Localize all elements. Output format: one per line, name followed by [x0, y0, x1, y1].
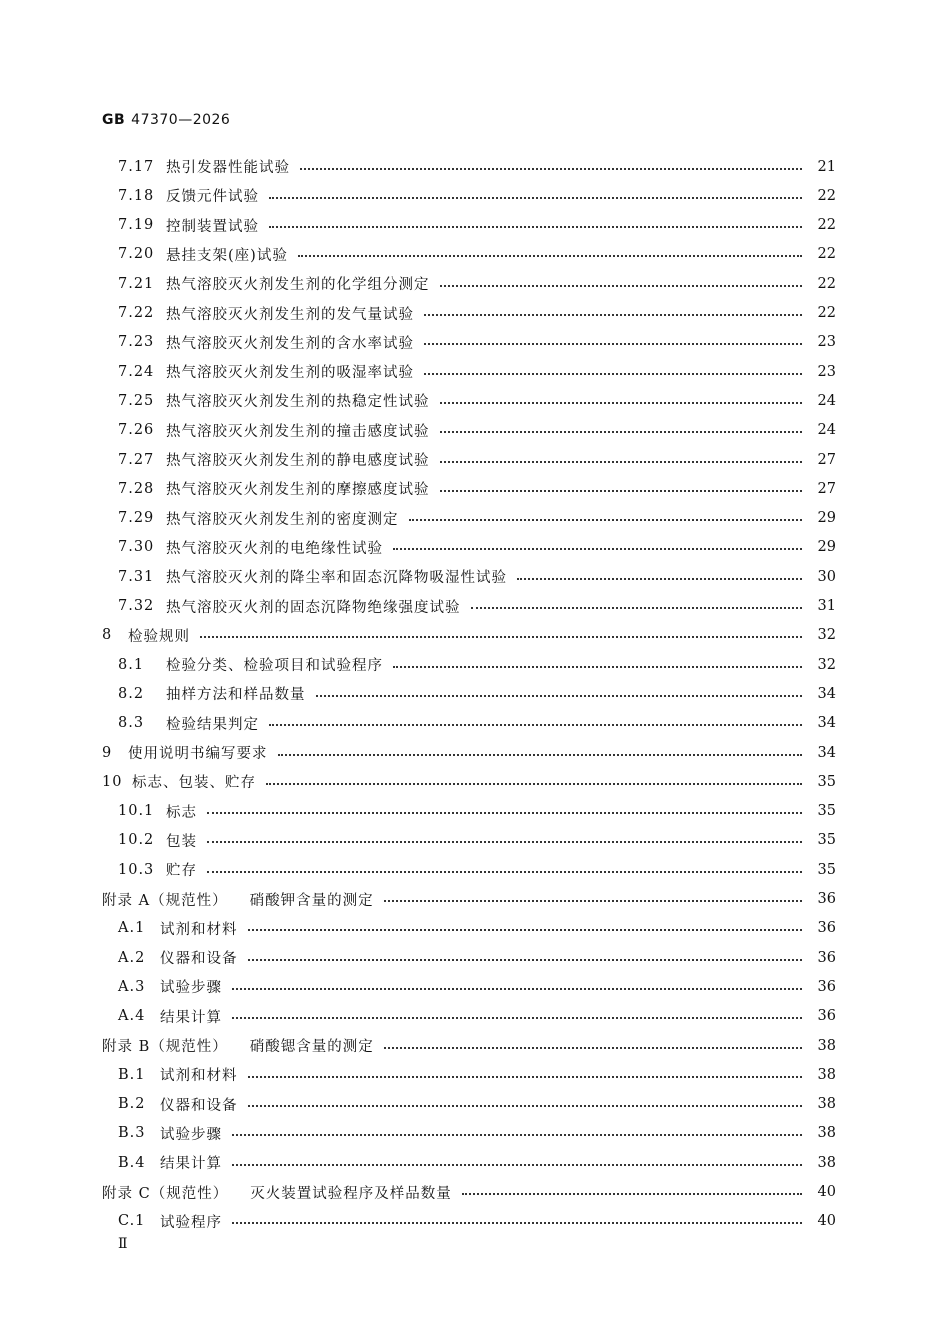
- dot-leader: [248, 959, 803, 961]
- toc-entry-number: 附录 C（规范性）: [102, 1185, 229, 1202]
- toc-entry-number: 7.32: [118, 598, 155, 614]
- toc-entry-title: 检验规则: [128, 628, 190, 645]
- toc-entry-page: 30: [817, 568, 836, 585]
- toc-entry[interactable]: [118, 416, 836, 445]
- toc-entry-title: 试验程序: [160, 1214, 222, 1231]
- toc-entry-page: 27: [817, 451, 836, 468]
- toc-entry[interactable]: [118, 328, 836, 357]
- toc-entry-page: 22: [817, 217, 836, 234]
- dot-leader: [200, 636, 802, 638]
- toc-entry-page: 36: [817, 978, 836, 995]
- dot-leader: [393, 548, 802, 550]
- toc-entry-number: 7.22: [118, 305, 155, 321]
- toc-entry-number: 7.25: [118, 392, 155, 409]
- dot-leader: [384, 900, 802, 902]
- toc-entry-number: B.4: [118, 1154, 146, 1171]
- toc-entry-page: 32: [817, 656, 836, 673]
- toc-entry[interactable]: [118, 152, 836, 181]
- toc-entry[interactable]: [118, 1119, 836, 1148]
- toc-entry[interactable]: [118, 269, 836, 298]
- toc-entry-title: 热引发器性能试验: [166, 160, 290, 176]
- toc-entry-title: 抽样方法和样品数量: [166, 687, 306, 704]
- toc-entry[interactable]: [118, 972, 836, 1001]
- toc-entry-title: 仪器和设备: [160, 951, 238, 968]
- toc-entry-page: 32: [817, 627, 836, 644]
- toc-entry-number: 10.1: [118, 803, 155, 820]
- toc-entry-number: A.4: [118, 1008, 146, 1025]
- toc-entry-title: 热气溶胶灭火剂的固态沉降物绝缘强度试验: [166, 599, 461, 616]
- toc-entry-page: 38: [817, 1154, 836, 1171]
- toc-entry-title: 热气溶胶灭火剂发生剂的化学组分测定: [166, 277, 430, 294]
- dot-leader: [462, 1193, 802, 1195]
- toc-entry-number: 7.17: [118, 158, 155, 175]
- standard-code: [102, 112, 230, 128]
- toc-entry[interactable]: [118, 211, 836, 240]
- toc-entry-page: 40: [817, 1213, 836, 1230]
- dot-leader: [316, 695, 803, 697]
- toc-entry-page: 38: [817, 1125, 836, 1142]
- dot-leader: [517, 578, 802, 580]
- toc-entry-title: 硝酸锶含量的测定: [249, 1039, 374, 1055]
- toc-entry-page: 22: [817, 305, 836, 321]
- toc-entry-page: 35: [817, 861, 836, 878]
- toc-entry[interactable]: [102, 885, 836, 914]
- toc-entry-page: 36: [817, 891, 836, 907]
- toc-entry-title: 悬挂支架(座)试验: [166, 247, 288, 264]
- page-number: Ⅱ: [118, 1236, 128, 1252]
- dot-leader: [207, 812, 802, 814]
- dot-leader: [424, 343, 802, 345]
- toc-entry-number: 附录 A（规范性）: [102, 892, 228, 909]
- toc-entry-number: 8: [102, 627, 113, 644]
- toc-entry-page: 34: [817, 744, 836, 761]
- toc-entry-title: 包装: [166, 833, 197, 850]
- toc-entry-page: 23: [817, 363, 836, 380]
- toc-entry-page: 36: [817, 920, 836, 937]
- toc-entry[interactable]: [118, 914, 836, 943]
- toc-entry-title: 控制装置试验: [166, 218, 259, 235]
- toc-entry[interactable]: [118, 299, 836, 328]
- dot-leader: [207, 841, 802, 843]
- toc-entry-title: 热气溶胶灭火剂发生剂的吸湿率试验: [166, 365, 414, 382]
- toc-entry[interactable]: [118, 826, 836, 855]
- toc-entry[interactable]: [118, 1002, 836, 1031]
- toc-entry-page: 23: [817, 334, 836, 351]
- toc-entry-page: 35: [817, 803, 836, 820]
- toc-entry-title: 结果计算: [160, 1156, 222, 1173]
- dot-leader: [384, 1047, 802, 1049]
- toc-entry-page: 40: [817, 1184, 836, 1200]
- toc-entry-title: 试验步骤: [160, 980, 222, 997]
- dot-leader: [424, 373, 802, 375]
- dot-leader: [207, 871, 802, 873]
- toc-entry[interactable]: [102, 767, 836, 796]
- toc-entry-title: 热气溶胶灭火剂发生剂的发气量试验: [166, 306, 414, 323]
- toc-entry-number: C.1: [118, 1213, 146, 1230]
- toc-entry-number: 7.24: [118, 363, 155, 380]
- toc-entry[interactable]: [118, 709, 836, 738]
- toc-entry-number: 8.1: [118, 656, 145, 673]
- toc-entry-number: A.2: [118, 949, 146, 966]
- toc-entry-number: 7.20: [118, 246, 155, 263]
- toc-entry[interactable]: [118, 474, 836, 503]
- toc-entry-number: 10.3: [118, 861, 155, 878]
- toc-entry-number: B.2: [118, 1096, 146, 1113]
- toc-entry-page: 22: [817, 187, 836, 204]
- toc-entry-number: 7.26: [118, 422, 155, 439]
- toc-entry-page: 21: [817, 158, 836, 175]
- dot-leader: [440, 402, 803, 404]
- toc-entry-title: 试剂和材料: [160, 1068, 238, 1085]
- toc-entry-page: 27: [817, 480, 836, 497]
- toc-entry[interactable]: [118, 592, 836, 621]
- toc-entry-title: 热气溶胶灭火剂发生剂的含水率试验: [166, 335, 414, 352]
- toc-entry-number: 附录 B（规范性）: [102, 1039, 228, 1055]
- dot-leader: [440, 461, 803, 463]
- toc-entry[interactable]: [118, 181, 836, 210]
- toc-entry-title: 贮存: [166, 863, 197, 880]
- toc-entry-title: 检验分类、检验项目和试验程序: [166, 658, 383, 675]
- toc-entry-number: 10: [102, 773, 123, 790]
- toc-entry-page: 35: [817, 773, 836, 790]
- toc-entry-number: 7.30: [118, 539, 155, 556]
- toc-entry-title: 热气溶胶灭火剂发生剂的热稳定性试验: [166, 394, 430, 411]
- toc-entry-title: 反馈元件试验: [166, 189, 259, 206]
- toc-entry-title: 标志: [166, 804, 197, 821]
- toc-entry-number: 7.21: [118, 275, 155, 292]
- toc-entry-title: 热气溶胶灭火剂的降尘率和固态沉降物吸湿性试验: [166, 570, 507, 587]
- toc-entry-title: 试验步骤: [160, 1126, 222, 1143]
- dot-leader: [248, 1105, 803, 1107]
- toc-entry-number: A.3: [118, 978, 146, 995]
- toc-entry-number: 7.29: [118, 510, 155, 527]
- standard-number: 47370—2026: [131, 112, 231, 128]
- toc-entry-title: 使用说明书编写要求: [128, 746, 268, 762]
- toc-entry[interactable]: [118, 386, 836, 415]
- dot-leader: [471, 607, 803, 609]
- toc-entry-title: 灭火装置试验程序及样品数量: [250, 1185, 452, 1202]
- toc-entry-number: 7.27: [118, 451, 155, 468]
- toc-entry-title: 热气溶胶灭火剂发生剂的撞击感度试验: [166, 423, 430, 440]
- toc-entry[interactable]: [118, 1207, 836, 1236]
- toc-entry-page: 31: [817, 598, 836, 614]
- toc-entry-page: 35: [817, 832, 836, 849]
- toc-entry-page: 34: [817, 685, 836, 702]
- dot-leader: [300, 168, 802, 170]
- toc-entry-number: 9: [102, 744, 113, 761]
- toc-entry-title: 热气溶胶灭火剂发生剂的摩擦感度试验: [166, 482, 430, 499]
- toc-entry-page: 36: [817, 1008, 836, 1025]
- dot-leader: [393, 666, 802, 668]
- toc-entry-page: 22: [817, 275, 836, 292]
- toc-entry-title: 热气溶胶灭火剂发生剂的密度测定: [166, 511, 399, 528]
- toc-entry-page: 29: [817, 510, 836, 527]
- toc-entry-title: 硝酸钾含量的测定: [249, 892, 374, 909]
- dot-leader: [440, 285, 803, 287]
- toc-entry[interactable]: [118, 357, 836, 386]
- toc-entry-number: A.1: [118, 920, 146, 937]
- dot-leader: [232, 1134, 802, 1136]
- dot-leader: [424, 314, 802, 316]
- toc-entry[interactable]: [118, 943, 836, 972]
- toc-entry-number: 7.28: [118, 480, 155, 497]
- toc-entry-number: 7.18: [118, 187, 155, 204]
- dot-leader: [278, 754, 803, 756]
- toc-entry-number: 7.23: [118, 334, 155, 351]
- toc-entry[interactable]: [118, 1060, 836, 1089]
- toc-entry-number: 10.2: [118, 832, 155, 849]
- dot-leader: [232, 1222, 802, 1224]
- toc-entry-title: 热气溶胶灭火剂的电绝缘性试验: [166, 540, 383, 557]
- toc-entry-page: 38: [817, 1066, 836, 1083]
- dot-leader: [248, 1076, 803, 1078]
- toc-entry-number: 7.19: [118, 217, 155, 234]
- toc-entry-page: 24: [817, 392, 836, 409]
- toc-entry-page: 24: [817, 422, 836, 439]
- toc-entry[interactable]: [118, 445, 836, 474]
- dot-leader: [440, 431, 803, 433]
- toc-entry[interactable]: [118, 679, 836, 708]
- dot-leader: [232, 1164, 802, 1166]
- toc-entry[interactable]: [118, 1148, 836, 1177]
- toc-entry-title: 结果计算: [160, 1009, 222, 1026]
- toc-entry-title: 标志、包装、贮存: [132, 775, 256, 792]
- toc-entry-page: 38: [817, 1037, 836, 1054]
- toc-entry-title: 热气溶胶灭火剂发生剂的静电感度试验: [166, 453, 430, 469]
- toc-entry[interactable]: [102, 738, 836, 767]
- dot-leader: [409, 519, 803, 521]
- toc-entry-number: 7.31: [118, 568, 155, 585]
- toc-entry-page: 38: [817, 1096, 836, 1113]
- toc-entry-number: 8.2: [118, 685, 145, 702]
- toc-entry[interactable]: [118, 533, 836, 562]
- toc-entry-title: 仪器和设备: [160, 1097, 238, 1114]
- toc-entry[interactable]: [118, 797, 836, 826]
- toc-entry-page: 29: [817, 539, 836, 556]
- dot-leader: [269, 226, 802, 228]
- dot-leader: [232, 1017, 802, 1019]
- toc-entry[interactable]: [118, 1090, 836, 1119]
- toc-entry[interactable]: [102, 1031, 836, 1060]
- toc-entry-page: 22: [817, 246, 836, 263]
- toc-entry-page: 34: [817, 715, 836, 732]
- toc-entry-title: 检验结果判定: [166, 716, 259, 733]
- toc-entry[interactable]: [118, 855, 836, 884]
- toc-entry-number: B.3: [118, 1125, 146, 1142]
- toc-entry[interactable]: [118, 650, 836, 679]
- standard-prefix: GB: [102, 112, 126, 128]
- dot-leader: [266, 783, 802, 785]
- dot-leader: [298, 255, 802, 257]
- toc-entry-number: 8.3: [118, 715, 145, 732]
- toc-entry-page: 36: [817, 949, 836, 966]
- toc-entry-number: B.1: [118, 1066, 146, 1083]
- dot-leader: [269, 197, 802, 199]
- toc-entry[interactable]: [118, 562, 836, 591]
- toc-entry[interactable]: [102, 621, 836, 650]
- dot-leader: [248, 929, 803, 931]
- dot-leader: [269, 724, 802, 726]
- dot-leader: [232, 988, 802, 990]
- toc-entry[interactable]: [118, 504, 836, 533]
- dot-leader: [440, 490, 803, 492]
- toc-entry[interactable]: [102, 1178, 836, 1207]
- toc-entry-title: 试剂和材料: [160, 921, 238, 938]
- toc-entry[interactable]: [118, 240, 836, 269]
